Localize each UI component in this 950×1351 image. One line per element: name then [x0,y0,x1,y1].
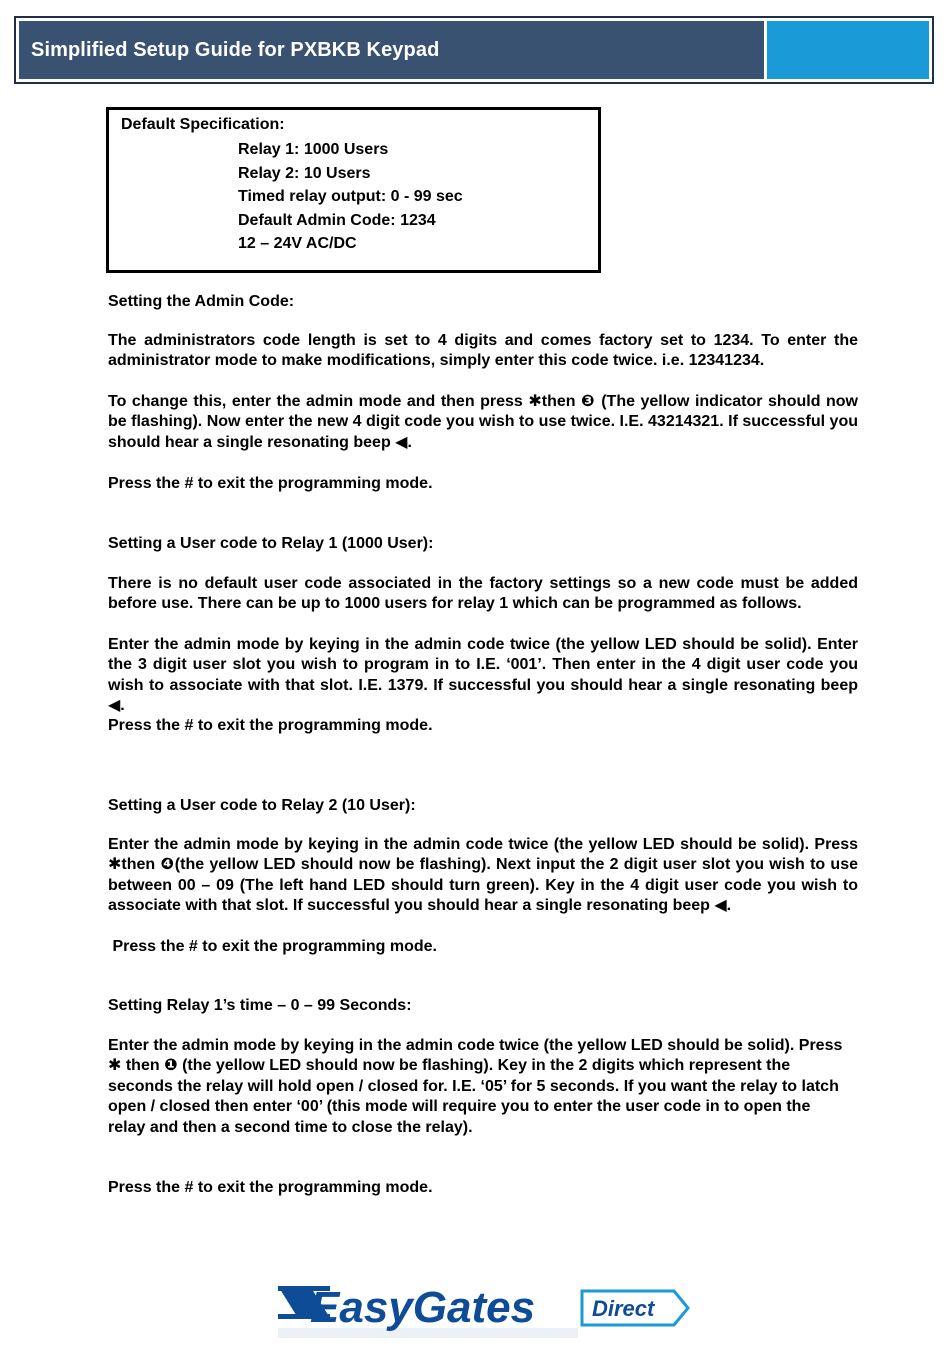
relaytime-para1-block [108,1036,843,1138]
relay2-heading-block [108,796,858,816]
relay2-exit-block [108,937,858,957]
spec-relay1: Relay 1: 1000 Users [238,141,389,158]
admin-exit-block [108,474,858,494]
relay2-exit-text: Press the # to exit the programming mode. [108,938,437,955]
logo-graphic [276,1278,691,1340]
relaytime-exit-text: Press the # to exit the programming mode. [108,1179,433,1196]
spec-relay2: Relay 2: 10 Users [238,164,371,182]
relay1-para1-block [108,574,858,615]
relay1-heading-block [108,534,858,554]
admin-paragraph-2: To change this, enter the admin mode and then press ✱then ❸ (The yellow indicator should now be flashing). Now enter the new 4 digit code you wish to use twice. I.E. 43214321. If successful you should hear a single resonating beep ◀. [108,393,858,451]
spec-admin-code: Default Admin Code: 1234 [238,211,436,229]
relay1-exit-block [108,716,858,736]
spec-title: Default Specification: [121,116,285,133]
admin-para1-block [108,331,858,372]
relaytime-heading: Setting Relay 1’s time – 0 – 99 Seconds: [108,997,412,1014]
admin-paragraph-1: The administrators code length is set to 4 digits and comes factory set to 1234. To enter the administrator mode to make modifications, simply enter this code twice. i.e. 12341234. [108,332,858,370]
header-frame [14,16,934,84]
relay1-paragraph-2: Enter the admin mode by keying in the admin code twice (the yellow LED should be solid). Enter the 3 digit user slot you wish to program in to I.E. ‘001’. Then enter in the 4 digit user code you wish to associate with that slot. I.E. 1379. If successful you should hear a single resonating beep ◀. [108,636,858,715]
admin-exit-text: Press the # to exit the programming mode. [108,475,433,492]
easygates-direct-logo [276,1278,691,1340]
header-bar [19,21,764,79]
relaytime-exit-block [108,1178,858,1198]
admin-para2-block [108,392,858,453]
relay1-paragraph-1: There is no default user code associated in the factory settings so a new code must be added before use. There can be up to 1000 users for relay 1 which can be programmed as follows. [108,575,858,613]
relay2-paragraph-1: Enter the admin mode by keying in the admin code twice (the yellow LED should be solid). Press ✱then ❹(the yellow LED should now be flashing). Next input the 2 digit user slot you wish to use between 00 – 09 (The left hand LED should turn green). Key in the 4 digit user code you wish to associate with that slot. If successful you should hear a single resonating beep ◀. [108,836,858,915]
spec-voltage: 12 – 24V AC/DC [238,235,357,252]
relay1-para2-block [108,635,858,717]
spec-list [238,138,463,256]
relaytime-paragraph-1: Enter the admin mode by keying in the admin code twice (the yellow LED should be solid). Press ✱ then ❶ (the yellow LED should now be flashing). Key in the 2 digits which represent the seconds the relay will hold open / closed for. I.E. ‘05’ for 5 seconds. If you want the relay to latch open / closed then enter ‘00’ (this mode will require you to enter the user code in to open the relay and then a second time to close the relay). [108,1037,843,1136]
relay1-heading: Setting a User code to Relay 1 (1000 User): [108,535,434,552]
admin-heading: Setting the Admin Code: [108,293,295,310]
logo-wordmark: EasyGates [310,1283,536,1332]
admin-heading-block [108,292,858,312]
spec-timed-relay: Timed relay output: 0 - 99 sec [238,188,463,205]
default-specification-box [106,107,601,273]
logo-tag-text: Direct [592,1296,655,1321]
header-accent-block [767,21,929,79]
relaytime-heading-block [108,996,858,1016]
relay2-heading: Setting a User code to Relay 2 (10 User): [108,797,416,814]
page-title: Simplified Setup Guide for PXBKB Keypad [31,38,440,61]
relay1-exit-text: Press the # to exit the programming mode. [108,717,433,734]
logo-reflection [278,1328,578,1338]
relay2-para1-block [108,835,858,917]
